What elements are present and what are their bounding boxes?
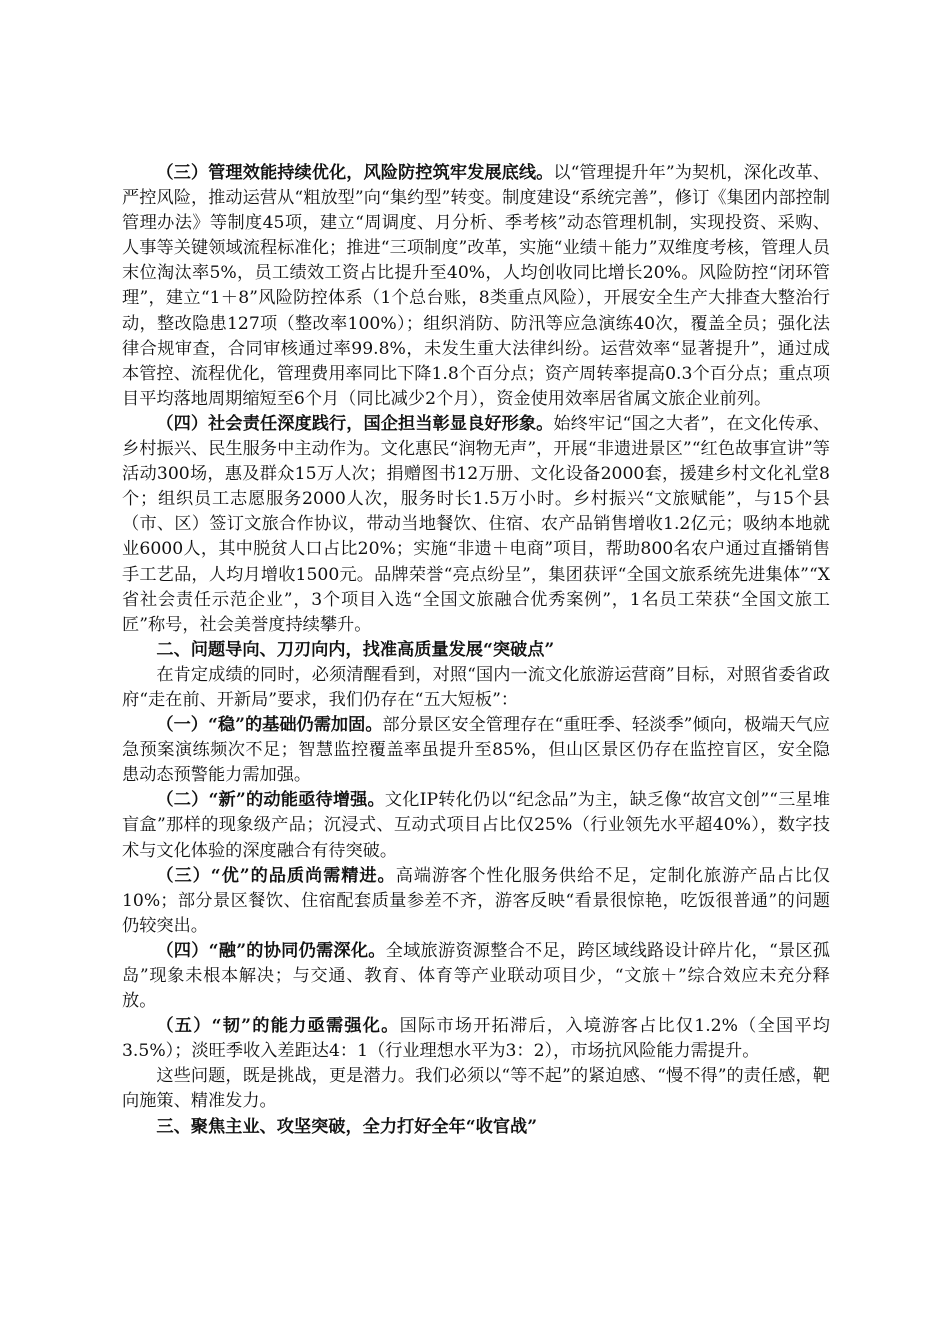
heading-text: 三、聚焦主业、攻坚突破，全力打好全年“收官战” (156, 1116, 538, 1137)
section-heading-problems (122, 638, 830, 663)
paragraph-innovation (122, 788, 830, 863)
paragraph-lead: （二）“新”的动能亟待增强。 (156, 790, 385, 811)
paragraph-text: 部分景区安全管理存在“重旺季、轻淡季”倾向，极端天气应急预案演练频次不足；智慧监控覆盖率虽提升至85%，但山区景区仍存在监控盲区，安全隐患动态预警能力需加强。 (122, 715, 830, 786)
paragraph-lead: （四）“融”的协同仍需深化。 (156, 940, 386, 961)
paragraph-integration (122, 939, 830, 1014)
paragraph-challenge-potential (122, 1064, 830, 1114)
paragraph-social-responsibility (122, 412, 830, 638)
paragraph-text: 这些问题，既是挑战，更是潜力。我们必须以“等不起”的紧迫感、“慢不得”的责任感，靶向施策、精准发力。 (122, 1066, 830, 1112)
section-heading-focus (122, 1115, 830, 1140)
paragraph-lead: （三）管理效能持续优化，风险防控筑牢发展底线。 (156, 163, 554, 183)
paragraph-stability (122, 713, 830, 788)
paragraph-text: 高端游客个性化服务供给不足，定制化旅游产品占比仅10%；部分景区餐饮、住宿配套质量参差不齐，游客反映“看景很惊艳，吃饭很普通”的问题仍较突出。 (122, 865, 830, 936)
paragraph-quality (122, 864, 830, 939)
paragraph-lead: （三）“优”的品质尚需精进。 (156, 865, 396, 886)
paragraph-resilience (122, 1014, 830, 1064)
document-body (122, 161, 830, 1140)
paragraph-text: 文化IP转化仍以“纪念品”为主，缺乏像“故宫文创”“三星堆盲盒”那样的现象级产品；沉浸式、互动式项目占比仅25%（行业领先水平超40%），数字技术与文化体验的深度融合有待突破。 (122, 790, 830, 861)
paragraph-text: 以“管理提升年”为契机，深化改革、严控风险，推动运营从“粗放型”向“集约型”转变。制度建设“系统完善”，修订《集团内部控制管理办法》等制度45项，建立“周调度、月分析、季考核”动态管理机制，实现投资、采购、人事等关键领域流程标准化；推进“三项制度”改革，实施“业绩＋能力”双维度考核，管理人员末位淘汰率5%，员工绩效工资占比提升至40%，人均创收同比增长20%。风险防控“闭环管理”，建立“1＋8”风险防控体系（1个总台账，8类重点风险），开展安全生产大排查大整治行动，整改隐患127项（整改率100%）；组织消防、防汛等应急演练40次，覆盖全员；强化法律合规审查，合同审核通过率99.8%，未发生重大法律纠纷。运营效率“显著提升”，通过成本管控、流程优化，管理费用率同比下降1.8个百分点；资产周转率提高0.3个百分点；重点项目平均落地周期缩短至6个月（同比减少2个月），资金使用效率居省属文旅企业前列。 (122, 163, 830, 409)
paragraph-text: 全域旅游资源整合不足，跨区域线路设计碎片化，“景区孤岛”现象未根本解决；与交通、教育、体育等产业联动项目少，“文旅＋”综合效应未充分释放。 (122, 940, 830, 1012)
paragraph-text: 国际市场开拓滞后，入境游客占比仅1.2%（全国平均3.5%）；淡旺季收入差距达4：1（行业理想水平为3：2），市场抗风险能力需提升。 (122, 1016, 830, 1062)
paragraph-management-efficiency (122, 161, 830, 412)
paragraph-lead: （五）“韧”的能力亟需强化。 (156, 1016, 400, 1037)
paragraph-lead: （四）社会责任深度践行，国企担当彰显良好形象。 (156, 413, 554, 434)
paragraph-text: 在肯定成绩的同时，必须清醒看到，对照“国内一流文化旅游运营商”目标，对照省委省政府“走在前、开新局”要求，我们仍存在“五大短板”： (122, 664, 830, 710)
paragraph-lead: （一）“稳”的基础仍需加固。 (156, 715, 383, 736)
heading-text: 二、问题导向、刀刃向内，找准高质量发展“突破点” (156, 639, 555, 660)
paragraph-five-shortcomings-intro (122, 663, 830, 713)
paragraph-text: 始终牢记“国之大者”，在文化传承、乡村振兴、民生服务中主动作为。文化惠民“润物无声”，开展“非遗进景区”“红色故事宣讲”等活动300场，惠及群众15万人次；捐赠图书12万册、文化设备2000套，援建乡村文化礼堂8个；组织员工志愿服务2000人次，服务时长1.5万小时。乡村振兴“文旅赋能”，与15个县（市、区）签订文旅合作协议，带动当地餐饮、住宿、农产品销售增收1.2亿元；吸纳本地就业6000人，其中脱贫人口占比20%；实施“非遗＋电商”项目，帮助800名农户通过直播销售手工艺品，人均月增收1500元。品牌荣誉“亮点纷呈”，集团获评“全国文旅系统先进集体”“X省社会责任示范企业”，3个项目入选“全国文旅融合优秀案例”，1名员工荣获“全国文旅工匠”称号，社会美誉度持续攀升。 (122, 413, 830, 635)
